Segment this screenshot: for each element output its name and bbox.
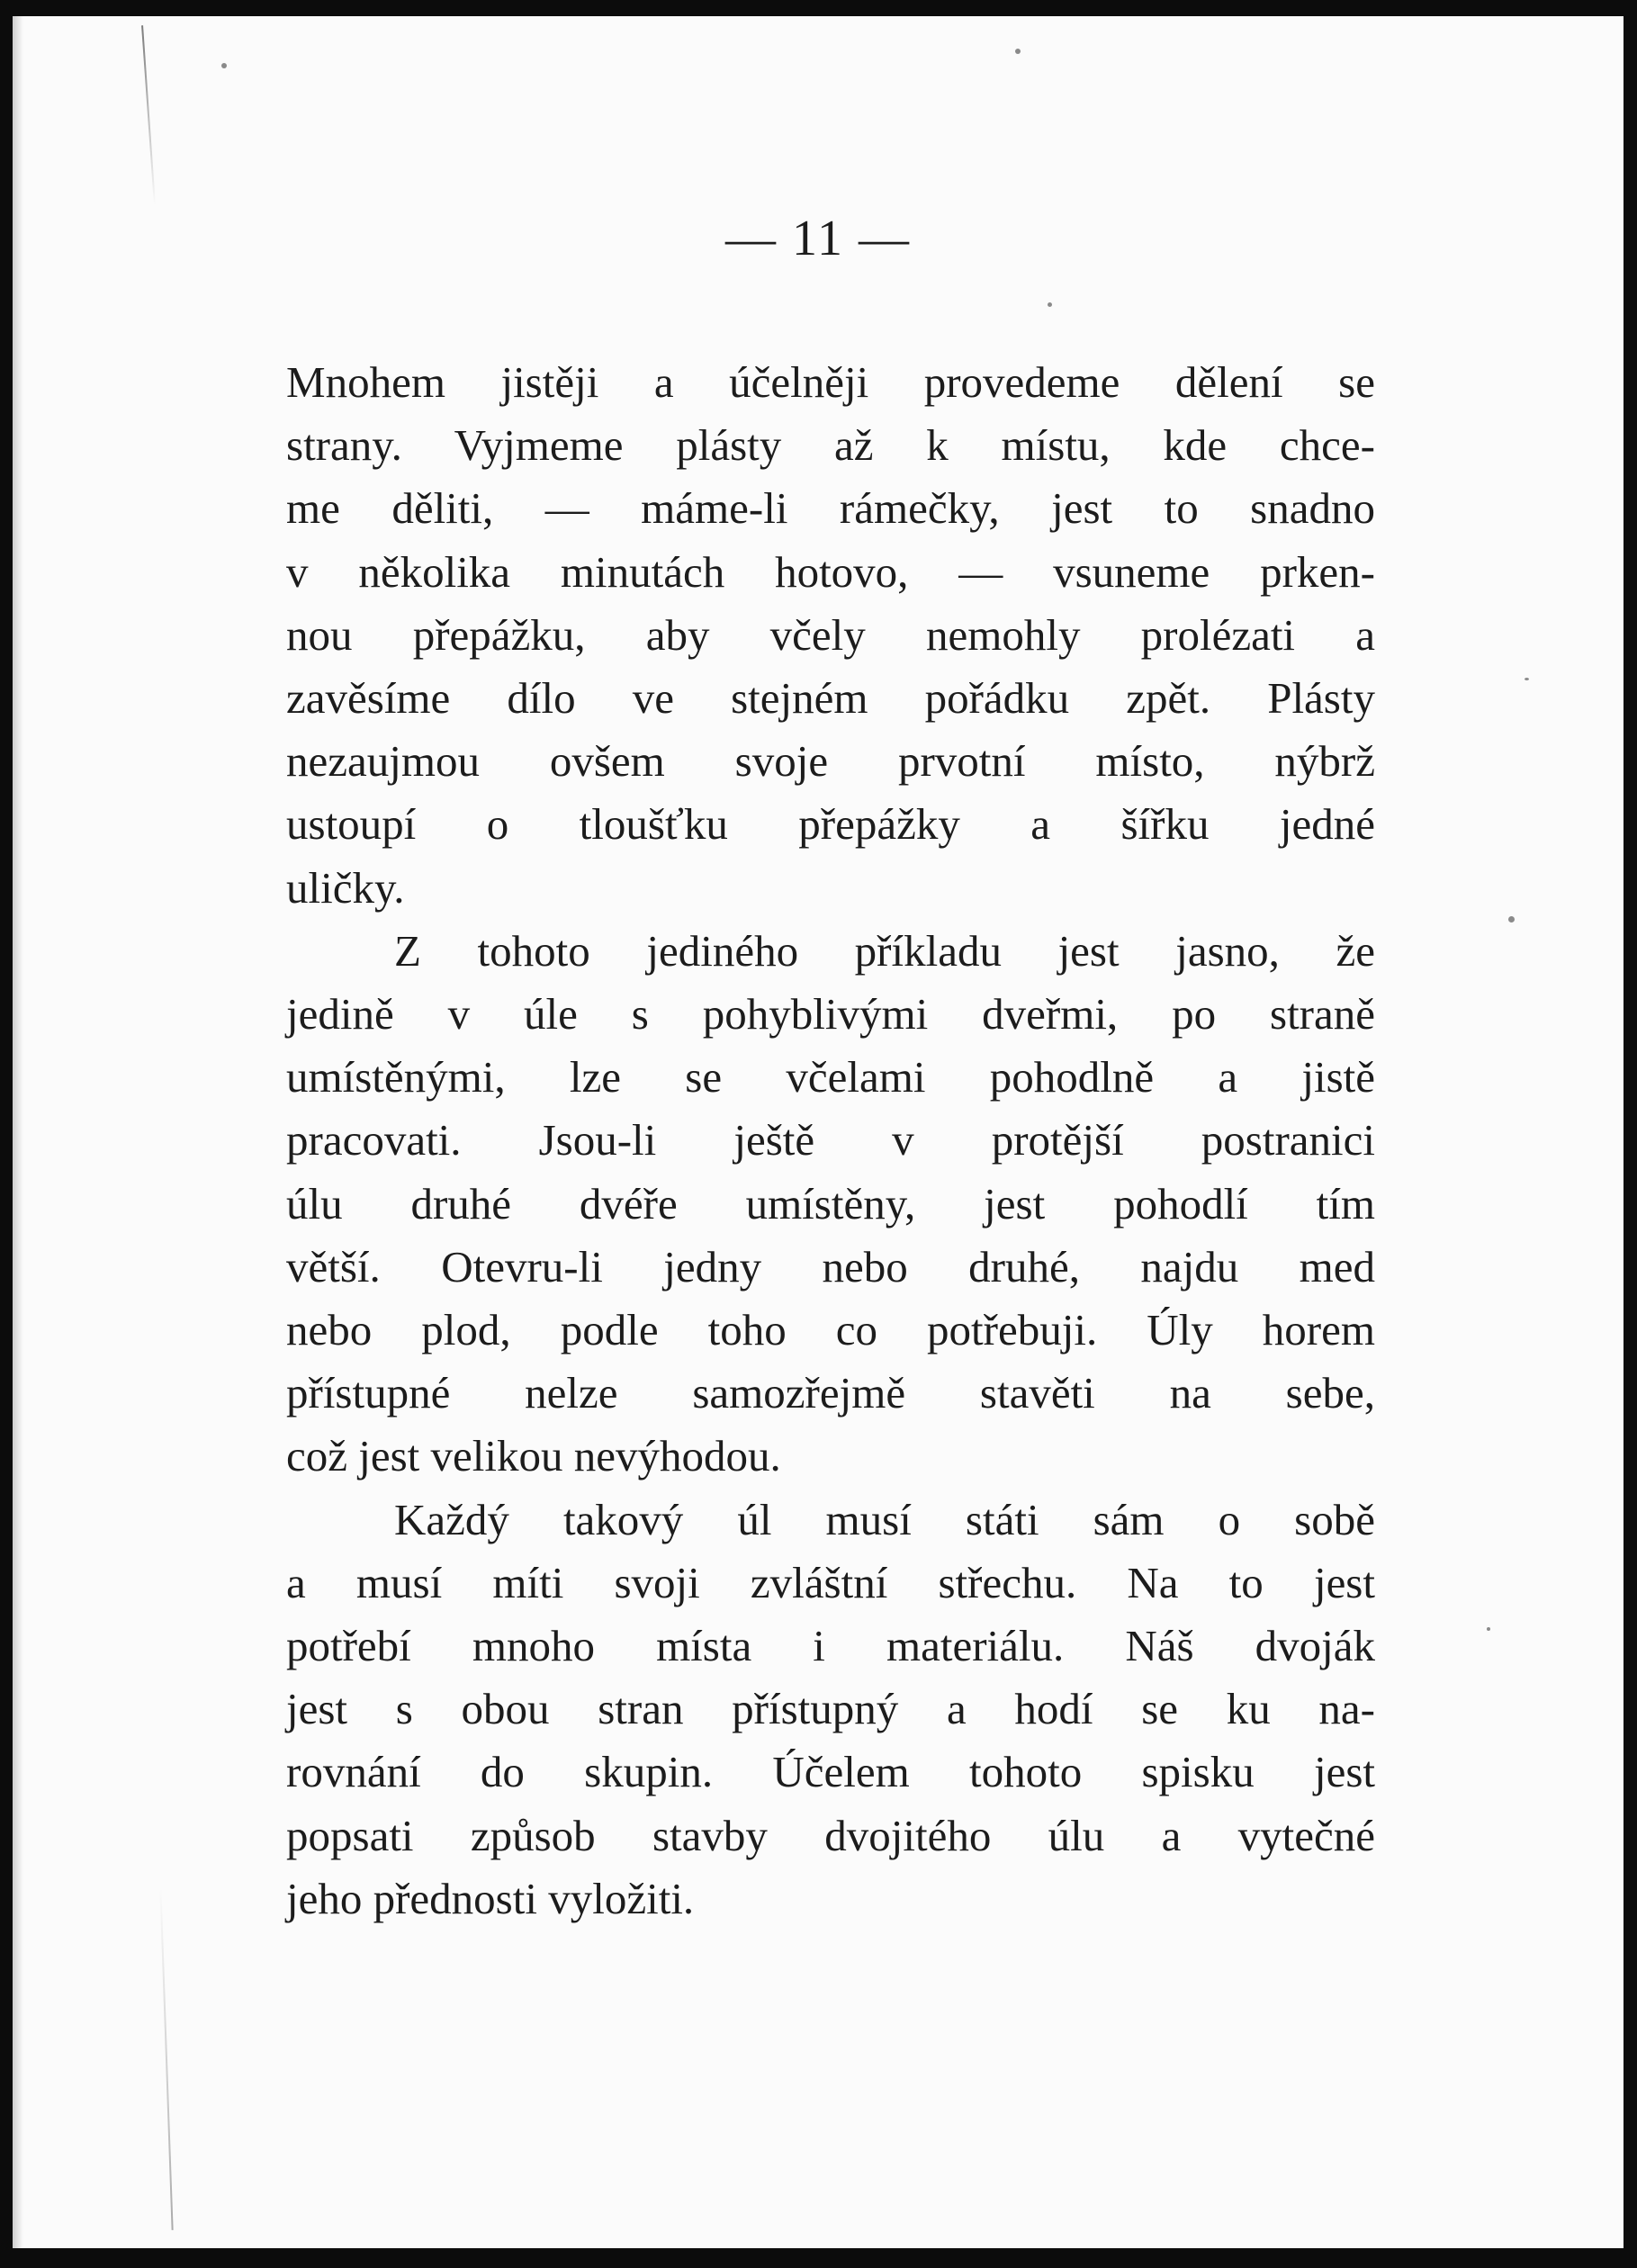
text-line: Z tohoto jediného příkladu jest jasno, že <box>394 925 1375 976</box>
text-line: rovnání do skupin. Účelem tohoto spisku jest <box>286 1747 1375 1797</box>
text-line: umístěnými, lze se včelami pohodlně a jistě <box>286 1052 1375 1102</box>
scan-speck <box>1487 1627 1490 1631</box>
scan-speck <box>1508 916 1515 922</box>
text-line: zavěsíme dílo ve stejném pořádku zpět. Plásty <box>286 673 1375 724</box>
text-line: nou přepážku, aby včely nemohly prolézati a <box>286 609 1375 660</box>
text-line: přístupné nelze samozřejmě stavěti na sebe, <box>286 1368 1375 1418</box>
book-page <box>13 16 1624 2248</box>
scan-crease-top <box>141 25 156 205</box>
scan-speck <box>221 63 227 68</box>
text-line: jedině v úle s pohyblivými dveřmi, po straně <box>286 989 1375 1040</box>
text-line: ustoupí o tloušťku přepážky a šířku jedné <box>286 799 1375 850</box>
text-line: nezaujmou ovšem svoje prvotní místo, nýbrž <box>286 736 1375 787</box>
scan-speck <box>1525 678 1529 680</box>
text-line: nebo plod, podle toho co potřebuji. Úly horem <box>286 1305 1375 1355</box>
text-line: úlu druhé dvéře umístěny, jest pohodlí tím <box>286 1178 1375 1228</box>
text-line: uličky. <box>286 862 405 913</box>
paragraph <box>286 1489 1375 1930</box>
text-line: pracovati. Jsou-li ještě v protější postranici <box>286 1115 1375 1166</box>
text-line: což jest velikou nevýhodou. <box>286 1431 781 1481</box>
paragraph <box>286 351 1375 920</box>
text-line: jeho přednosti vyložiti. <box>286 1873 695 1923</box>
page-edge-shadow <box>13 16 23 2248</box>
paragraph <box>286 920 1375 1489</box>
scan-crease-bottom <box>159 1888 173 2230</box>
body-text <box>286 351 1375 1930</box>
text-line: větší. Otevru-li jedny nebo druhé, najdu med <box>286 1241 1375 1292</box>
text-line: popsati způsob stavby dvojitého úlu a vytečné <box>286 1810 1375 1860</box>
scan-speck <box>1015 49 1021 54</box>
scan-speck <box>1048 302 1052 307</box>
text-line: strany. Vyjmeme plásty až k místu, kde chce- <box>286 420 1375 471</box>
text-line: jest s obou stran přístupný a hodí se ku na- <box>286 1684 1375 1734</box>
text-line: Mnohem jistěji a účelněji provedeme dělení se <box>286 357 1375 407</box>
page-number: — 11 — <box>725 211 911 266</box>
text-line: Každý takový úl musí státi sám o sobě <box>394 1494 1375 1544</box>
text-line: v několika minutách hotovo, — vsuneme prken- <box>286 546 1375 597</box>
text-line: potřebí mnoho místa i materiálu. Náš dvoják <box>286 1621 1375 1671</box>
text-line: me děliti, — máme-li rámečky, jest to snadno <box>286 483 1375 534</box>
text-line: a musí míti svoji zvláštní střechu. Na to jest <box>286 1557 1375 1607</box>
